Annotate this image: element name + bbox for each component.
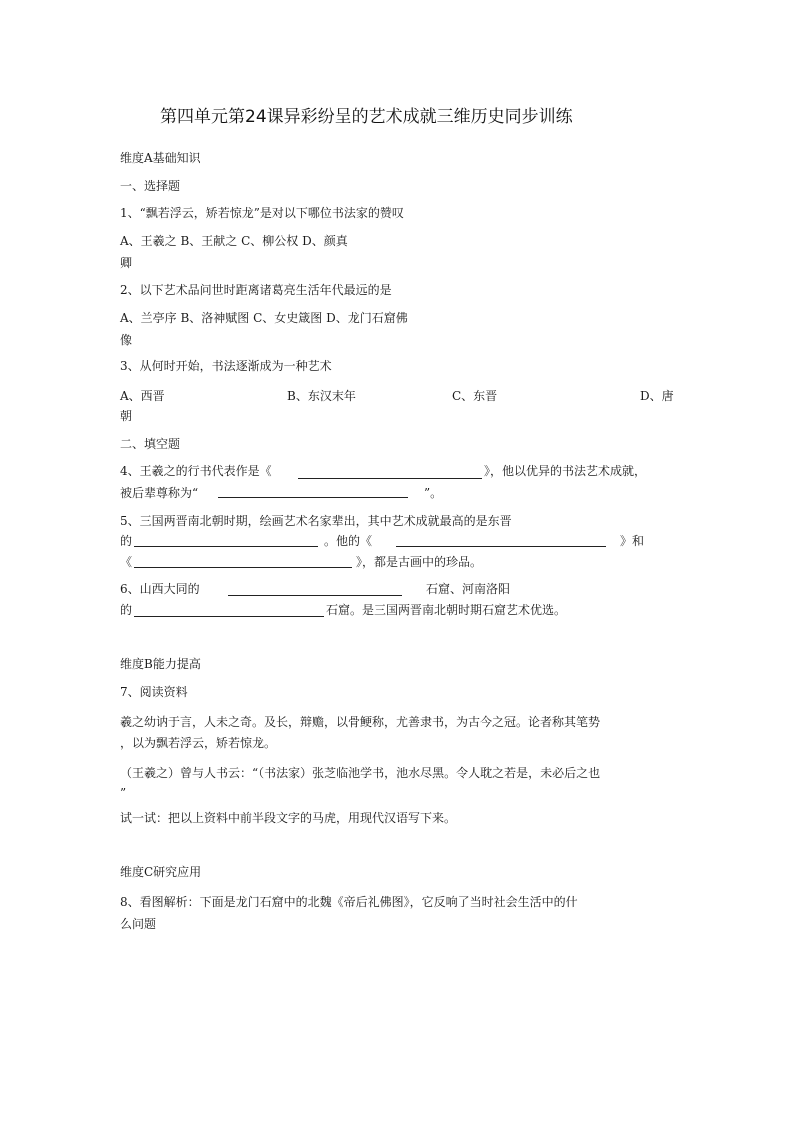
q3-option-b: B、东汉末年 (287, 389, 356, 403)
q8-line2: 么问题 (120, 917, 157, 931)
q5-line2-end: 》和 (620, 534, 645, 548)
q5-blank-3[interactable] (134, 567, 352, 568)
q3-option-d: D、唐 (640, 389, 674, 403)
q2-stem: 2、以下艺术品问世时距离诸葛亮生活年代最远的是 (120, 283, 392, 297)
q5-blank-1[interactable] (134, 546, 318, 547)
q7-stem: 7、阅读资料 (120, 685, 188, 699)
part2-heading: 二、填空题 (120, 437, 181, 451)
section-a-heading: 维度A基础知识 (120, 151, 201, 165)
q1-stem: 1、“飘若浮云，矫若惊龙”是对以下哪位书法家的赞叹 (120, 206, 404, 220)
q4-line2-end: ”。 (424, 486, 443, 500)
q5-line1: 5、三国两晋南北朝时期，绘画艺术名家辈出，其中艺术成就最高的是东晋 (120, 514, 512, 528)
q5-blank-2[interactable] (396, 546, 606, 547)
q5-line2-start: 的 (120, 534, 133, 548)
q7-passage-1: 羲之幼讷于言，人未之奇。及长，辩赡，以骨鲠称，尤善隶书，为古今之冠。论者称其笔势 (120, 715, 601, 729)
part1-heading: 一、选择题 (120, 179, 181, 193)
q4-line1-start: 4、王羲之的行书代表作是《 (120, 464, 272, 478)
q3-stem: 3、从何时开始，书法逐渐成为一种艺术 (120, 359, 332, 373)
q7-passage-2: （王羲之）曾与人书云：“（书法家）张芝临池学书，池水尽黑。令人耽之若是，未必后之也 (120, 766, 601, 780)
q1-options-wrap: 卿 (120, 256, 133, 270)
q4-blank-2[interactable] (218, 497, 408, 498)
q4-line2-start: 被后辈尊称为“ (120, 486, 199, 500)
section-c-heading: 维度C研究应用 (120, 865, 202, 879)
page-title: 第四单元第24课异彩纷呈的艺术成就三维历史同步训练 (160, 107, 573, 127)
section-b-heading: 维度B能力提高 (120, 657, 201, 671)
q1-options: A、王羲之 B、王献之 C、柳公权 D、颜真 (120, 234, 348, 248)
q7-passage-2-cont: ” (120, 786, 127, 800)
q6-line1-start: 6、山西大同的 (120, 582, 200, 596)
q7-passage-1-cont: ，以为飘若浮云，矫若惊龙。 (120, 736, 277, 750)
q3-option-c: C、东晋 (452, 389, 498, 403)
q7-task: 试一试：把以上资料中前半段文字的马虎，用现代汉语写下来。 (120, 811, 457, 825)
q4-line1-end: 》，他以优异的书法艺术成就， (484, 464, 647, 478)
q3-option-a: A、西晋 (120, 389, 165, 403)
q2-options-wrap: 像 (120, 333, 133, 347)
q6-line2-start: 的 (120, 603, 133, 617)
q6-line2-end: 石窟。是三国两晋南北朝时期石窟艺术优选。 (326, 603, 567, 617)
q6-blank-1[interactable] (228, 595, 402, 596)
q3-options-wrap: 朝 (120, 409, 133, 423)
q4-blank-1[interactable] (298, 478, 482, 479)
q5-line2-mid: 。他的《 (324, 534, 373, 548)
q6-blank-2[interactable] (134, 616, 324, 617)
q5-line3-end: 》，都是古画中的珍品。 (356, 555, 483, 569)
q5-line3-start: 《 (120, 555, 133, 569)
q8-line1: 8、看图解析：下面是龙门石窟中的北魏《帝后礼佛图》，它反响了当时社会生活中的什 (120, 895, 578, 909)
q6-line1-end: 石窟、河南洛阳 (426, 582, 511, 596)
q2-options: A、兰亭序 B、洛神赋图 C、女史箴图 D、龙门石窟佛 (120, 311, 408, 325)
